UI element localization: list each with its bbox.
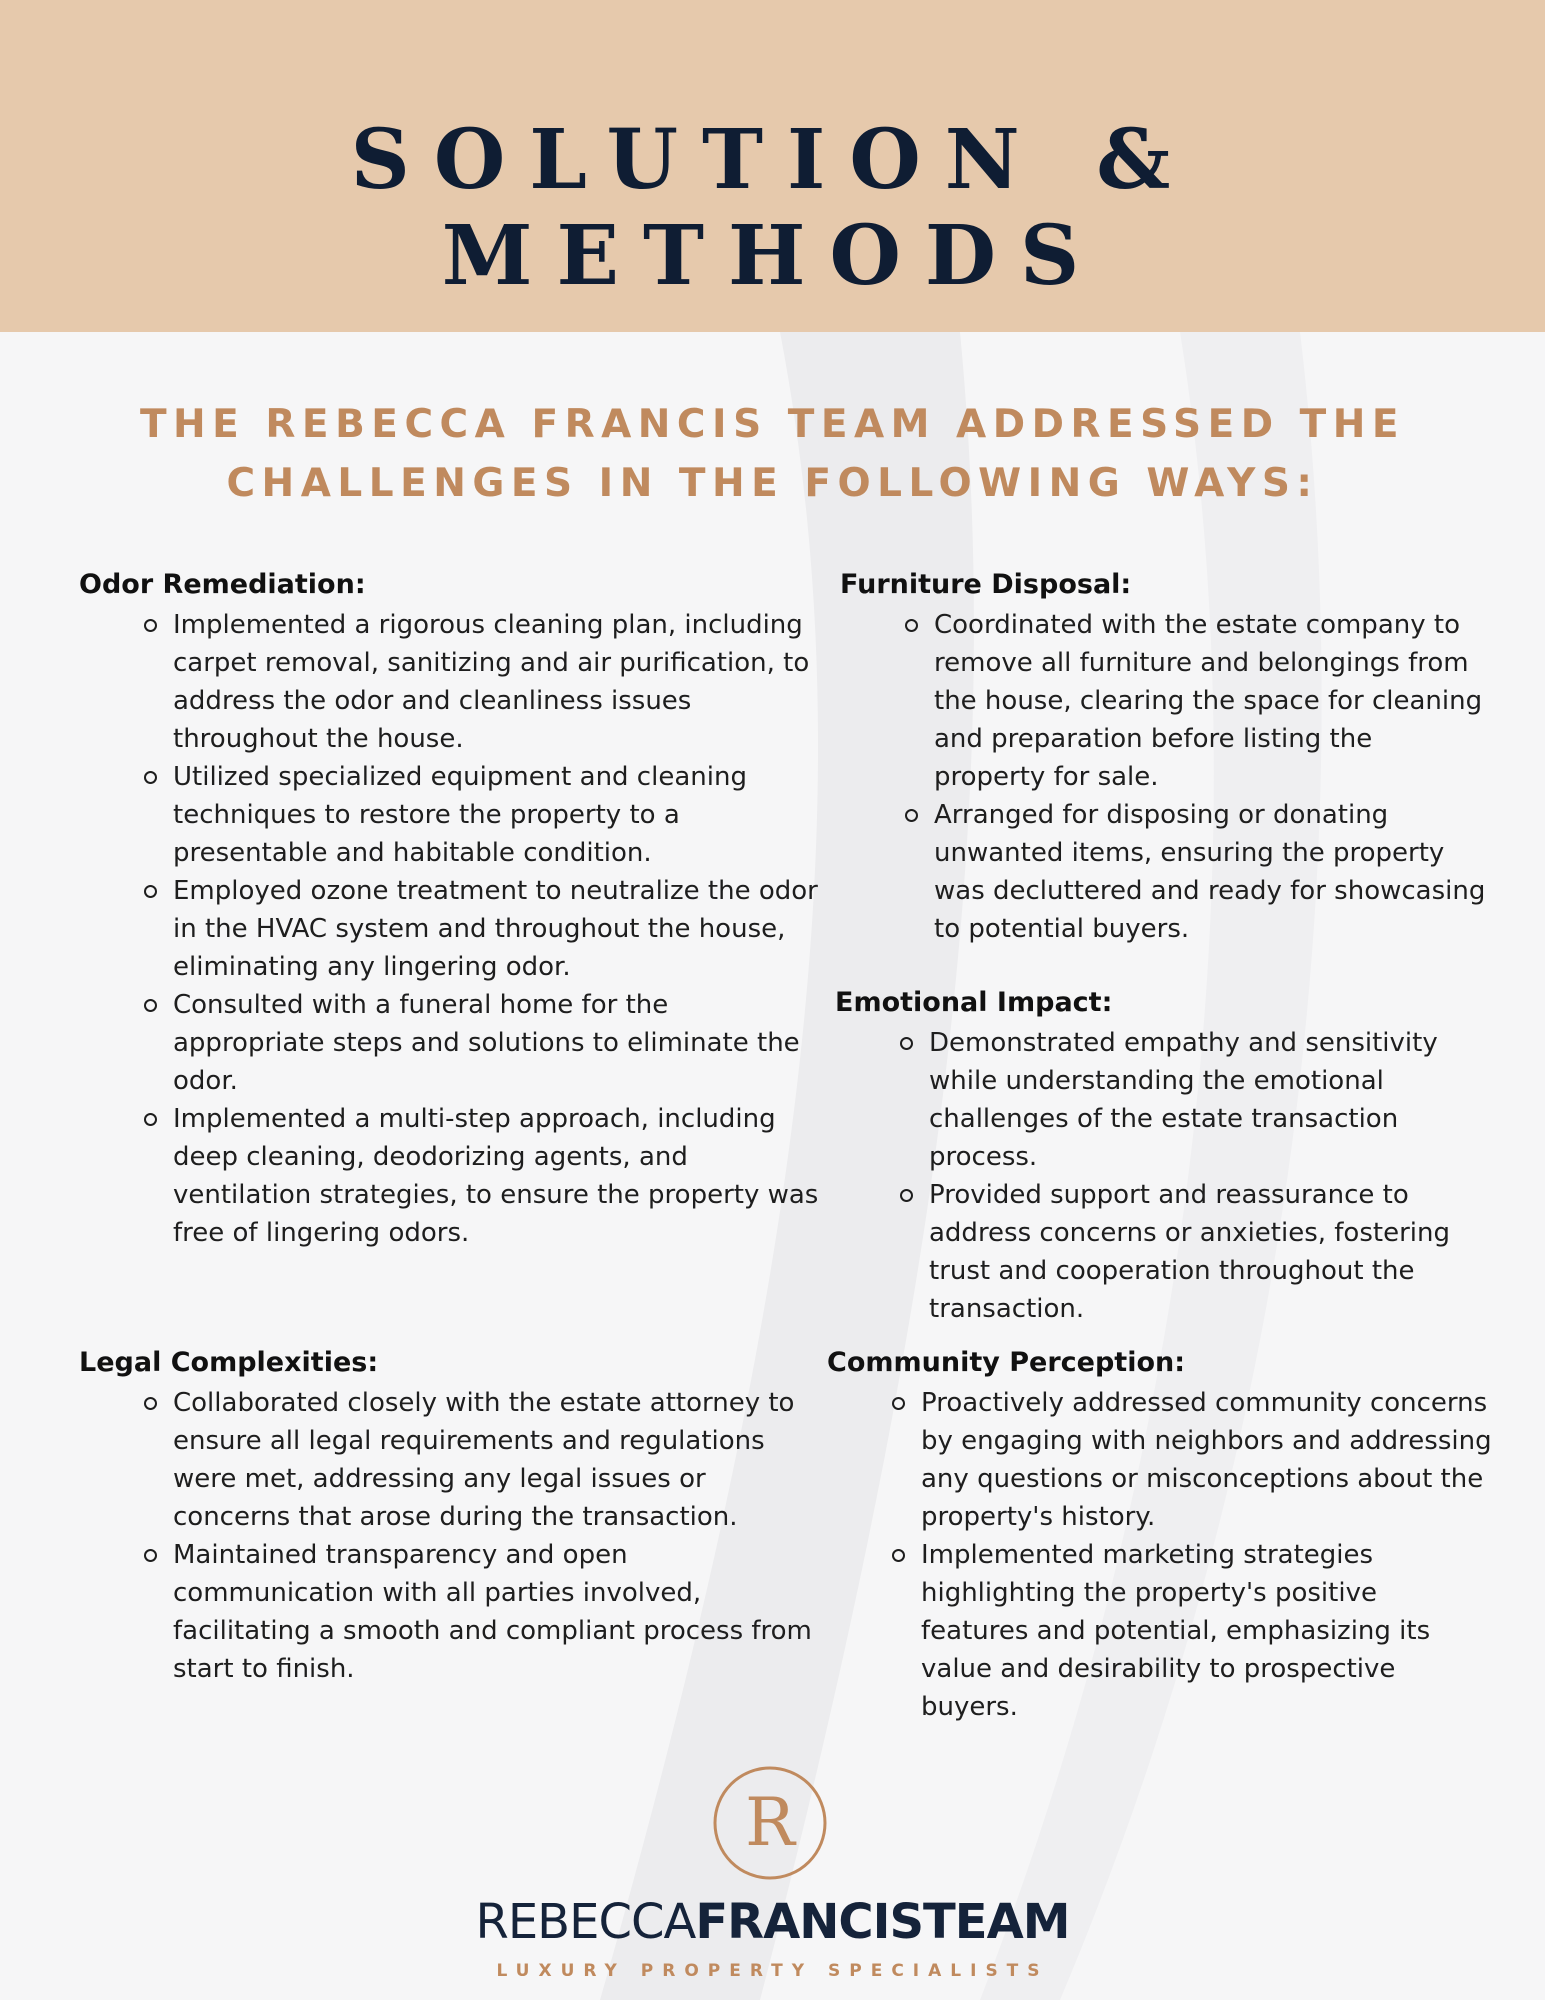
circle-bullet-icon	[144, 1549, 157, 1562]
section-legal-complexities	[79, 1346, 819, 1688]
circle-bullet-icon	[892, 1549, 905, 1562]
circle-bullet-icon	[144, 771, 157, 784]
circle-bullet-icon	[905, 619, 918, 632]
circle-bullet-icon	[144, 885, 157, 898]
list-item: Implemented a rigorous cleaning plan, including carpet removal, sanitizing and air purification, to address the odor and cleanliness issues throughout the house.	[139, 606, 819, 758]
circle-bullet-icon	[900, 1189, 913, 1202]
bullet-list	[139, 1384, 819, 1688]
logo-tagline: LUXURY PROPERTY SPECIALISTS	[496, 1961, 1049, 1981]
subtitle-line-1: THE REBECCA FRANCIS TEAM ADDRESSED THE	[139, 402, 1406, 447]
bullet-list	[139, 606, 819, 1252]
footer-logo	[0, 1755, 1545, 2000]
circle-bullet-icon	[144, 619, 157, 632]
list-item: Employed ozone treatment to neutralize the odor in the HVAC system and throughout the house, eliminating any lingering odor.	[139, 872, 819, 986]
page-title: SOLUTION & METHODS	[350, 112, 1195, 304]
circle-bullet-icon	[144, 1397, 157, 1410]
list-item: Proactively addressed community concerns by engaging with neighbors and addressing any questions or misconceptions about the property's history.	[887, 1384, 1492, 1536]
section-heading: Furniture Disposal:	[840, 569, 1132, 600]
section-emotional-impact	[835, 986, 1495, 1328]
section-furniture-disposal	[840, 568, 1490, 948]
section-heading: Legal Complexities:	[79, 1347, 379, 1378]
circle-bullet-icon	[905, 809, 918, 822]
section-odor-remediation	[79, 568, 819, 1252]
circle-bullet-icon	[144, 1113, 157, 1126]
bullet-list	[900, 606, 1490, 948]
list-item: Coordinated with the estate company to remove all furniture and belongings from the house, clearing the space for cleaning and preparation before listing the property for sale.	[900, 606, 1490, 796]
monogram-r-icon	[712, 1765, 828, 1881]
list-item: Maintained transparency and open communication with all parties involved, facilitating a smooth and compliant process from start to finish.	[139, 1536, 819, 1688]
list-item: Provided support and reassurance to address concerns or anxieties, fostering trust and cooperation throughout the transaction.	[895, 1176, 1495, 1328]
subtitle-line-2: CHALLENGES IN THE FOLLOWING WAYS:	[226, 461, 1319, 506]
logo-wordmark	[0, 1894, 1545, 1950]
logo-name-bold: FRANCISTEAM	[695, 1894, 1070, 1950]
subtitle	[90, 395, 1455, 513]
list-item: Arranged for disposing or donating unwanted items, ensuring the property was decluttered and ready for showcasing to potential buyers.	[900, 796, 1490, 948]
svg-text:R: R	[745, 1784, 795, 1861]
section-community-perception	[827, 1346, 1492, 1726]
list-item: Implemented marketing strategies highlighting the property's positive features and potential, emphasizing its value and desirability to prospective buyers.	[887, 1536, 1492, 1726]
circle-bullet-icon	[144, 999, 157, 1012]
circle-bullet-icon	[900, 1037, 913, 1050]
header-banner	[0, 0, 1545, 332]
logo-name-light: REBECCA	[475, 1894, 696, 1950]
list-item: Demonstrated empathy and sensitivity while understanding the emotional challenges of the estate transaction process.	[895, 1024, 1495, 1176]
list-item: Utilized specialized equipment and cleaning techniques to restore the property to a presentable and habitable condition.	[139, 758, 819, 872]
bullet-list	[887, 1384, 1492, 1726]
section-heading: Community Perception:	[827, 1347, 1186, 1378]
circle-bullet-icon	[892, 1397, 905, 1410]
list-item: Collaborated closely with the estate attorney to ensure all legal requirements and regulations were met, addressing any legal issues or concerns that arose during the transaction.	[139, 1384, 819, 1536]
bullet-list	[895, 1024, 1495, 1328]
section-heading: Emotional Impact:	[835, 987, 1113, 1018]
list-item: Implemented a multi-step approach, including deep cleaning, deodorizing agents, and ventilation strategies, to ensure the property was free of lingering odors.	[139, 1100, 819, 1252]
section-heading: Odor Remediation:	[79, 569, 366, 600]
list-item: Consulted with a funeral home for the appropriate steps and solutions to eliminate the odor.	[139, 986, 819, 1100]
